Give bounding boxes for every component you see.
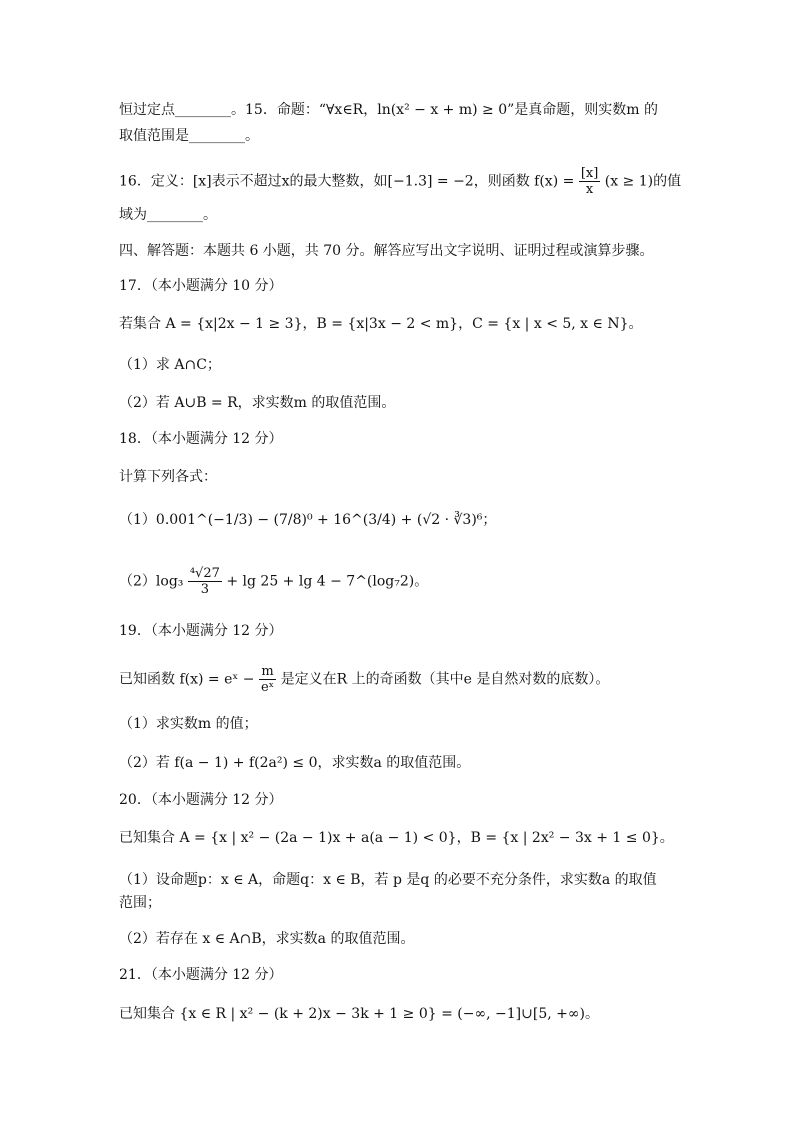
text-line-1: 恒过定点________。15．命题：“∀x∈R，ln(x² − x + m) ≥ 0”是真命题，则实数m 的 [119,102,658,118]
question-20-stem: 已知集合 A = {x | x² − (2a − 1)x + a(a − 1) < 0}，B = {x | 2x² − 3x + 1 ≤ 0}。 [119,830,674,846]
question-20-part-1-cont: 范围； [119,895,161,911]
question-18-stem: 计算下列各式： [119,469,217,485]
question-19-header: 19．（本小题满分 12 分） [119,623,283,639]
question-17-part-1: （1）求 A∩C； [119,357,221,373]
question-18-part-1: （1）0.001^(−1/3) − (7/8)⁰ + 16^(3/4) + (√2 · ∛3)⁶； [119,512,497,528]
fraction-denominator: 3 [200,582,209,597]
question-18-part-2-tail: + lg 25 + lg 4 − 7^(log₇2)。 [226,573,429,590]
fraction [188,566,222,597]
question-20-part-2: （2）若存在 x ∈ A∩B，求实数a 的取值范围。 [119,931,415,947]
question-19-part-2: （2）若 f(a − 1) + f(2a²) ≤ 0，求实数a 的取值范围。 [119,755,471,771]
question-16-text: 16．定义：[x]表示不超过x的最大整数，如[−1.3] = −2，则函数 f(x) = [119,173,575,190]
fraction-denominator: eˣ [260,680,275,695]
question-19-part-1: （1）求实数m 的值； [119,716,258,732]
text-line-4: 域为________。 [119,207,217,223]
question-20-header: 20．（本小题满分 12 分） [119,792,283,808]
question-19-text-tail: 是定义在R 上的奇函数（其中e 是自然对数的底数）。 [280,671,610,688]
question-16-text-tail: (x ≥ 1)的值 [604,173,682,190]
fraction-numerator: m [259,664,276,680]
question-17-part-2: （2）若 A∪B = R，求实数m 的取值范围。 [119,395,396,411]
question-19-text: 已知函数 f(x) = eˣ − [119,671,255,688]
text-line-2: 取值范围是________。 [119,128,259,144]
fraction-denominator: x [585,182,594,197]
question-21-stem: 已知集合 {x ∈ R | x² − (k + 2)x − 3k + 1 ≥ 0} = (−∞, −1]∪[5, +∞)。 [119,1006,599,1022]
question-19-stem [119,664,609,695]
question-21-header: 21．（本小题满分 12 分） [119,967,283,983]
section-heading: 四、解答题：本题共 6 小题，共 70 分。解答应写出文字说明、证明过程或演算步骤。 [119,243,654,259]
question-17-stem: 若集合 A = {x|2x − 1 ≥ 3}，B = {x|3x − 2 < m}，C = {x | x < 5, x ∈ N}。 [119,316,643,332]
fraction-numerator: [x] [580,166,599,181]
question-16-line [119,166,681,197]
question-18-header: 18．（本小题满分 12 分） [119,431,283,447]
fraction [259,664,276,695]
fraction-numerator: ⁴√27 [189,566,220,581]
question-18-part-2-text: （2）log₃ [119,573,184,590]
question-18-part-2 [119,566,428,597]
fraction [579,166,600,197]
question-17-header: 17．（本小题满分 10 分） [119,278,283,294]
question-20-part-1: （1）设命题p：x ∈ A，命题q：x ∈ B，若 p 是q 的必要不充分条件，求实数a 的取值 [119,872,657,888]
